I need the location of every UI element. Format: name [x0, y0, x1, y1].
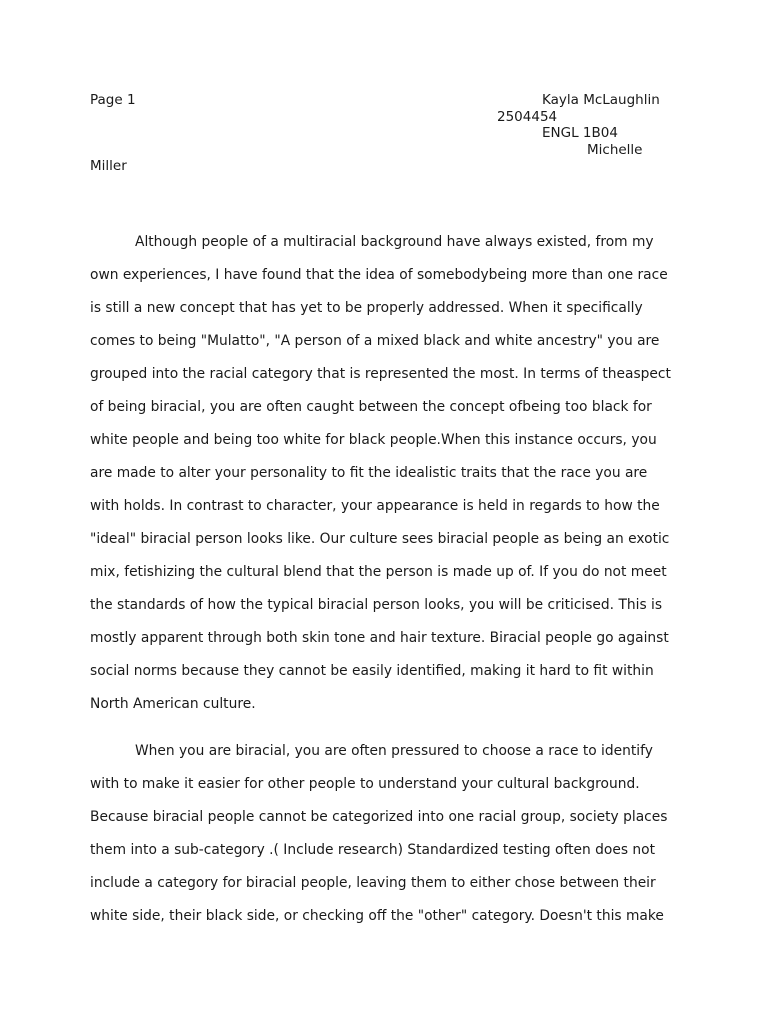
paragraph-line: with holds. In contrast to character, your appearance is held in regards to how the	[90, 498, 660, 514]
paragraph-line: include a category for biracial people, leaving them to either chose between their	[90, 875, 656, 891]
paragraph-line: grouped into the racial category that is represented the most. In terms of theaspect	[90, 366, 671, 382]
paragraph-line: Although people of a multiracial background have always existed, from my	[135, 234, 654, 250]
student-id: 2504454	[497, 109, 558, 125]
paragraph-line: with to make it easier for other people to understand your cultural background.	[90, 776, 640, 792]
paragraph-line: comes to being "Mulatto", "A person of a mixed black and white ancestry" you are	[90, 333, 660, 349]
instructor-last-name: Miller	[90, 158, 127, 174]
paragraph-line: social norms because they cannot be easily identified, making it hard to fit within	[90, 663, 654, 679]
paragraph-line: Because biracial people cannot be categorized into one racial group, society places	[90, 809, 668, 825]
paragraph-line: mix, fetishizing the cultural blend that the person is made up of. If you do not meet	[90, 564, 667, 580]
paragraph-line: "ideal" biracial person looks like. Our culture sees biracial people as being an exotic	[90, 531, 670, 547]
paragraph-line: mostly apparent through both skin tone and hair texture. Biracial people go against	[90, 630, 669, 646]
paragraph-line: them into a sub-category .( Include research) Standardized testing often does not	[90, 842, 655, 858]
paragraph-line: the standards of how the typical biracial person looks, you will be criticised. This is	[90, 597, 663, 613]
paragraph-line: When you are biracial, you are often pressured to choose a race to identify	[135, 743, 653, 759]
paragraph-line: white side, their black side, or checking off the "other" category. Doesn't this make	[90, 908, 664, 924]
paragraph-line: white people and being too white for black people.When this instance occurs, you	[90, 432, 657, 448]
instructor-first-name: Michelle	[587, 142, 643, 158]
paragraph-line: are made to alter your personality to fit the idealistic traits that the race you are	[90, 465, 648, 481]
paragraph-line: own experiences, I have found that the idea of somebodybeing more than one race	[90, 267, 668, 283]
author-name: Kayla McLaughlin	[542, 92, 660, 108]
course-code: ENGL 1B04	[542, 125, 618, 141]
page-number-label: Page 1	[90, 92, 136, 108]
paragraph-line: of being biracial, you are often caught between the concept ofbeing too black for	[90, 399, 652, 415]
paragraph-line: is still a new concept that has yet to be properly addressed. When it specifically	[90, 300, 643, 316]
paragraph-line: North American culture.	[90, 696, 256, 712]
